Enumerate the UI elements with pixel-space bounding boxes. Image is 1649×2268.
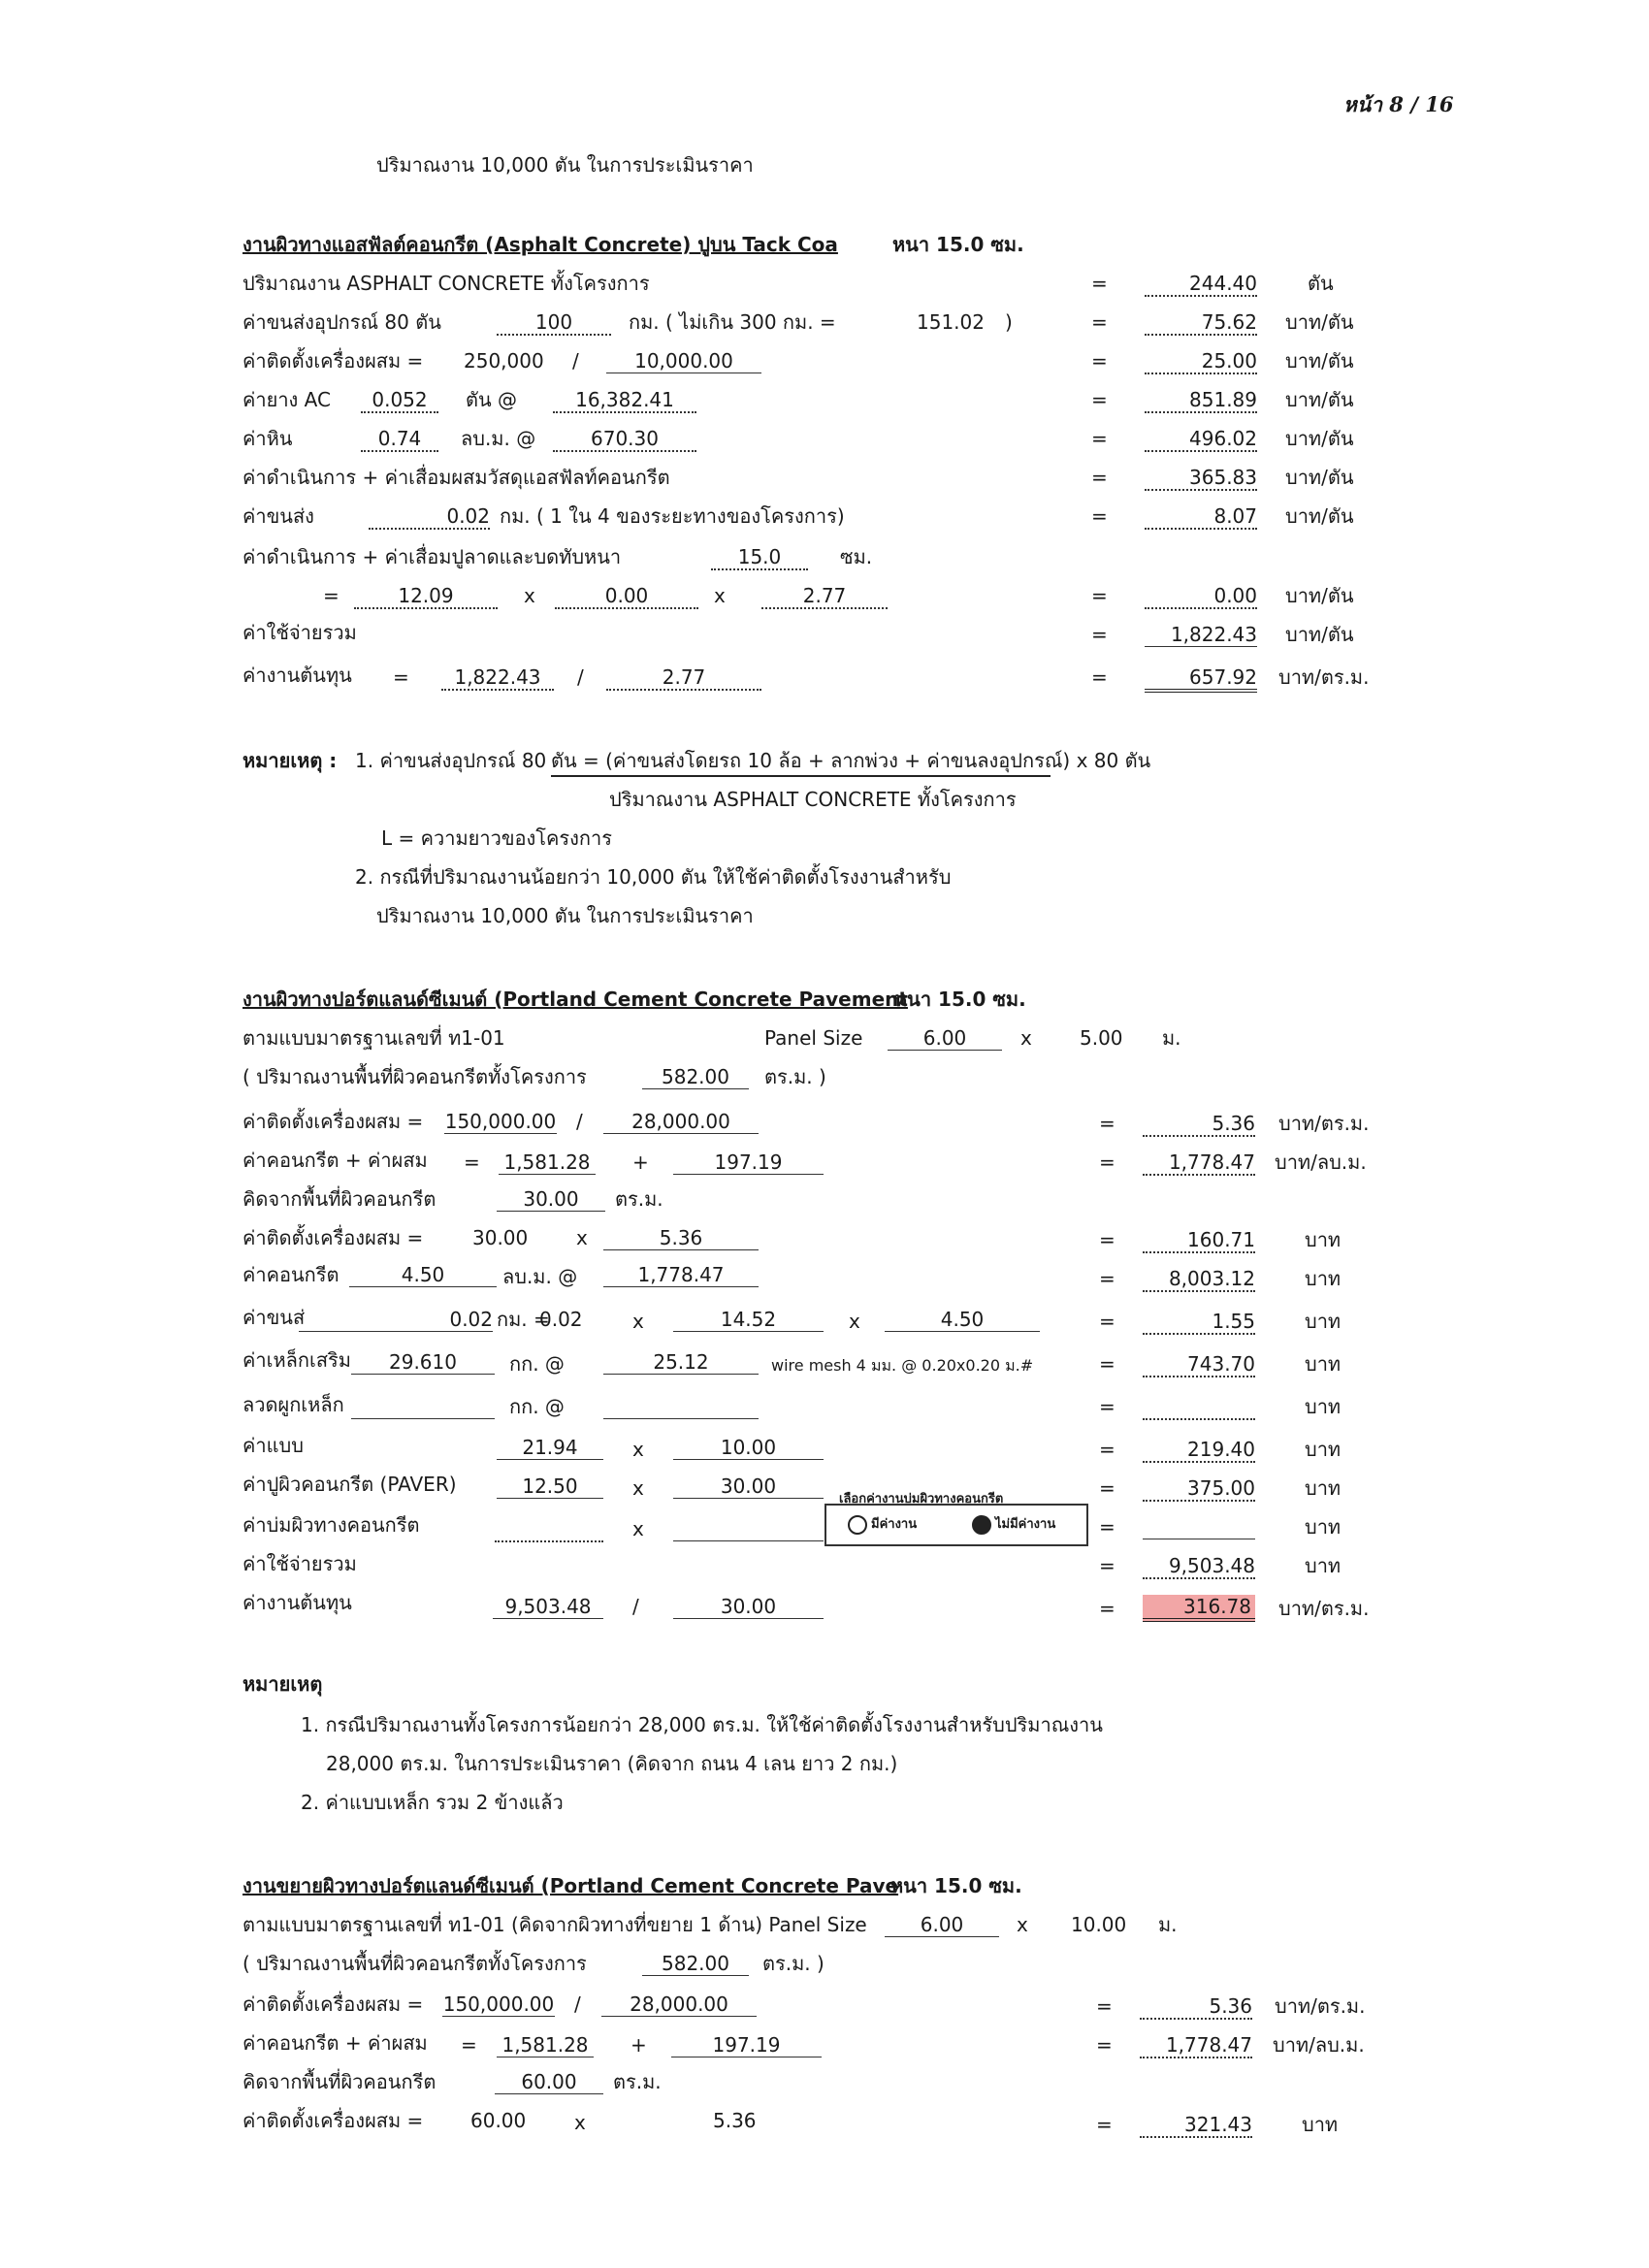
s3-r4-a: 60.00 bbox=[470, 2109, 527, 2132]
s1-r1-unit: ตัน bbox=[1308, 272, 1334, 295]
s3-r4-label: ค่าติดตั้งเครื่องผสม = bbox=[242, 2109, 424, 2132]
s3-r2-unit: บาท/ลบ.ม. bbox=[1273, 2033, 1365, 2057]
s1-r1-label: ปริมาณงาน ASPHALT CONCRETE ทั้งโครงการ bbox=[242, 272, 650, 295]
s2-r6-a: 0.02 bbox=[299, 1308, 493, 1332]
s3-r1-b: 28,000.00 bbox=[601, 1993, 757, 2017]
s2-total-value: 9,503.48 bbox=[1143, 1554, 1255, 1579]
s1-r5-unit: บาท/ตัน bbox=[1285, 427, 1354, 450]
s3-r1-a: 150,000.00 bbox=[442, 1993, 555, 2016]
s2-r1-value: 5.36 bbox=[1143, 1112, 1255, 1137]
s2-r4-label: ค่าติดตั้งเครื่องผสม = bbox=[242, 1226, 424, 1249]
s2-r7-a: 29.610 bbox=[351, 1350, 495, 1375]
curing-selector-title: เลือกค่างานบ่มผิวทางคอนกรีต bbox=[839, 1492, 1004, 1507]
s1-r6-value: 365.83 bbox=[1145, 466, 1257, 491]
s1-r2-distance: 100 bbox=[497, 310, 611, 336]
s2-r11-value bbox=[1143, 1515, 1255, 1539]
s2-total-eq: = bbox=[1099, 1554, 1116, 1577]
curing-option-has-cost-label: มีค่างาน bbox=[871, 1517, 918, 1532]
notes1-n1d: L = ความยาวของโครงการ bbox=[381, 826, 612, 850]
s2-cost-a: 9,503.48 bbox=[493, 1595, 603, 1619]
s2-r8-eq: = bbox=[1099, 1395, 1116, 1418]
s1-r4-eq: = bbox=[1091, 388, 1108, 411]
s2-r6-x1: x bbox=[632, 1310, 644, 1333]
s1-r6-label: ค่าดำเนินการ + ค่าเสื่อมผสมวัสดุแอสฟัลท์คอนกรีต bbox=[242, 466, 670, 489]
s2-r5-b: ลบ.ม. @ bbox=[502, 1265, 578, 1288]
s2-r2-value: 1,778.47 bbox=[1143, 1150, 1255, 1176]
s3-panel-unit: ม. bbox=[1158, 1913, 1178, 1936]
notes2-n1a: 1. กรณีปริมาณงานทั้งโครงการน้อยกว่า 28,000 ตร.ม. ให้ใช้ค่าติดตั้งโรงงานสำหรับปริมาณงาน bbox=[301, 1713, 1103, 1736]
s1-cost-op: / bbox=[577, 665, 584, 689]
s2-cost-label: ค่างานต้นทุน bbox=[242, 1591, 352, 1614]
curing-option-has-cost[interactable] bbox=[848, 1513, 917, 1537]
s3-r3-label: คิดจากพื้นที่ผิวคอนกรีต bbox=[242, 2070, 436, 2093]
s1-r4-unit: บาท/ตัน bbox=[1285, 388, 1354, 411]
s1-cost-a: 1,822.43 bbox=[441, 665, 554, 691]
s1-r2-unit: บาท/ตัน bbox=[1285, 310, 1354, 334]
s1-r9-c: 2.77 bbox=[761, 584, 888, 609]
s2-r4-b: 5.36 bbox=[603, 1226, 759, 1250]
s2-r5-value: 8,003.12 bbox=[1143, 1267, 1255, 1292]
s1-r1-value: 244.40 bbox=[1145, 272, 1257, 297]
s1-cost-eq: = bbox=[1091, 665, 1108, 689]
s3-r4-eq: = bbox=[1096, 2113, 1113, 2136]
s2-r9-value: 219.40 bbox=[1143, 1438, 1255, 1463]
s2-r7-c: 25.12 bbox=[603, 1350, 759, 1375]
notes1-fraction-line bbox=[551, 775, 1051, 777]
notes1-n1b: ตัน = (ค่าขนส่งโดยรถ 10 ล้อ + ลากพ่วง + ค่าขนลงอุปกรณ์) x 80 ตัน bbox=[551, 749, 1151, 772]
s3-thickness: หนา 15.0 ซม. bbox=[890, 1874, 1022, 1897]
s2-r9-label: ค่าแบบ bbox=[242, 1434, 304, 1457]
s1-r9-value: 0.00 bbox=[1145, 584, 1257, 609]
s2-cost-b: 30.00 bbox=[673, 1595, 824, 1619]
s3-r4-value: 321.43 bbox=[1140, 2113, 1252, 2138]
curing-option-no-cost[interactable] bbox=[972, 1513, 1055, 1537]
s1-r4-value: 851.89 bbox=[1145, 388, 1257, 413]
s3-r2-a: 1,581.28 bbox=[497, 2033, 594, 2057]
s2-r8-label: ลวดผูกเหล็ก bbox=[242, 1393, 344, 1416]
s1-r5-c: 670.30 bbox=[553, 427, 696, 452]
s2-r2-pre: = bbox=[464, 1150, 480, 1174]
s3-r3-b: ตร.ม. bbox=[613, 2070, 662, 2093]
s2-r6-value: 1.55 bbox=[1143, 1310, 1255, 1335]
s1-r5-eq: = bbox=[1091, 427, 1108, 450]
s2-r1-op: / bbox=[576, 1110, 583, 1133]
s3-panel-height: 10.00 bbox=[1071, 1913, 1127, 1936]
curing-option-no-cost-label: ไม่มีค่างาน bbox=[995, 1517, 1056, 1532]
s3-r2-value: 1,778.47 bbox=[1140, 2033, 1252, 2058]
s3-panel-width: 6.00 bbox=[885, 1913, 999, 1937]
s1-total-eq: = bbox=[1091, 623, 1108, 646]
s2-r2-label: ค่าคอนกรีต + ค่าผสม bbox=[242, 1149, 428, 1172]
s1-r2-eq: = bbox=[1091, 310, 1108, 334]
s1-r7-b: กม. ( 1 ใน 4 ของระยะทางของโครงการ) bbox=[500, 504, 845, 528]
s2-r10-a: 12.50 bbox=[497, 1474, 603, 1499]
s1-r4-b: ตัน @ bbox=[466, 388, 518, 411]
s2-total-label: ค่าใช้จ่ายรวม bbox=[242, 1552, 357, 1575]
s1-r4-c: 16,382.41 bbox=[553, 388, 696, 413]
s1-r9-x1: x bbox=[524, 584, 535, 607]
s2-area-value: 582.00 bbox=[642, 1065, 749, 1089]
s2-r6-eq: = bbox=[1099, 1310, 1116, 1333]
s2-r6-x2: x bbox=[849, 1310, 860, 1333]
s2-r9-eq: = bbox=[1099, 1438, 1116, 1461]
s3-area-value: 582.00 bbox=[642, 1952, 749, 1976]
s2-r10-eq: = bbox=[1099, 1476, 1116, 1500]
notes1-head: หมายเหตุ : bbox=[242, 749, 338, 772]
s2-r6-label: ค่าขนส่ bbox=[242, 1306, 306, 1329]
s2-r11-eq: = bbox=[1099, 1515, 1116, 1539]
s2-r9-op: x bbox=[632, 1438, 644, 1461]
s3-r2-b: 197.19 bbox=[671, 2033, 822, 2057]
s2-r4-a: 30.00 bbox=[472, 1226, 529, 1249]
s2-r1-b: 28,000.00 bbox=[603, 1110, 759, 1134]
s3-r1-value: 5.36 bbox=[1140, 1994, 1252, 2020]
s2-r10-value: 375.00 bbox=[1143, 1476, 1255, 1502]
s1-r7-label: ค่าขนส่ง bbox=[242, 504, 314, 528]
s1-r2-label: ค่าขนส่งอุปกรณ์ 80 ตัน bbox=[242, 310, 441, 334]
s1-r9-a: 12.09 bbox=[354, 584, 498, 609]
s2-r7-eq: = bbox=[1099, 1352, 1116, 1376]
s2-r8-blank bbox=[351, 1395, 495, 1419]
s1-r9-x2: x bbox=[714, 584, 726, 607]
notes2-n2: 2. ค่าแบบเหล็ก รวม 2 ข้างแล้ว bbox=[301, 1791, 564, 1814]
notes1-n2b: ปริมาณงาน 10,000 ตัน ในการประเมินราคา bbox=[376, 904, 754, 927]
s1-cost-b: 2.77 bbox=[606, 665, 761, 691]
s2-r7-value: 743.70 bbox=[1143, 1352, 1255, 1377]
s2-r11-unit: บาท bbox=[1305, 1515, 1342, 1539]
s2-r9-a: 21.94 bbox=[497, 1436, 603, 1460]
s2-r3-a: 30.00 bbox=[497, 1187, 605, 1212]
curing-selector-box bbox=[824, 1504, 1088, 1546]
s1-r3-eq: = bbox=[1091, 349, 1108, 373]
s1-r6-unit: บาท/ตัน bbox=[1285, 466, 1354, 489]
s1-r1-eq: = bbox=[1091, 272, 1108, 295]
s2-r6-e: 4.50 bbox=[885, 1308, 1040, 1332]
s2-area-unit: ตร.ม. ) bbox=[764, 1065, 826, 1088]
s1-r2-close: ) bbox=[1005, 310, 1013, 334]
s2-r5-eq: = bbox=[1099, 1267, 1116, 1290]
s1-r7-value: 8.07 bbox=[1145, 504, 1257, 530]
s1-r5-value: 496.02 bbox=[1145, 427, 1257, 452]
s2-r11-blank bbox=[495, 1517, 603, 1542]
s1-r8-a: 15.0 bbox=[711, 545, 808, 570]
s1-r9-pre: = bbox=[323, 584, 340, 607]
s3-r4-b: 5.36 bbox=[713, 2109, 757, 2132]
s1-r7-eq: = bbox=[1091, 504, 1108, 528]
s1-cost-pre: = bbox=[393, 665, 409, 689]
s2-cost-unit: บาท/ตร.ม. bbox=[1278, 1597, 1370, 1620]
s1-r3-value: 25.00 bbox=[1145, 349, 1257, 374]
s2-r6-unit: บาท bbox=[1305, 1310, 1342, 1333]
s3-area-unit: ตร.ม. ) bbox=[762, 1952, 824, 1975]
s1-r8-b: ซม. bbox=[840, 545, 873, 568]
page-number: หน้า 8 / 16 bbox=[1343, 92, 1454, 116]
s2-r10-b: 30.00 bbox=[673, 1474, 824, 1499]
notes2-n1b: 28,000 ตร.ม. ในการประเมินราคา (คิดจาก ถนน 4 เลน ยาว 2 กม.) bbox=[326, 1752, 898, 1775]
s1-total-unit: บาท/ตัน bbox=[1285, 623, 1354, 646]
s2-r2-b: 197.19 bbox=[673, 1150, 824, 1175]
s2-r3-b: ตร.ม. bbox=[615, 1187, 663, 1211]
notes1-n1c: ปริมาณงาน ASPHALT CONCRETE ทั้งโครงการ bbox=[609, 788, 1017, 811]
s2-total-unit: บาท bbox=[1305, 1554, 1342, 1577]
s2-r11-blank2 bbox=[673, 1517, 824, 1541]
s2-r4-op: x bbox=[576, 1226, 588, 1249]
s1-r9-eq: = bbox=[1091, 584, 1108, 607]
s2-r7-unit: บาท bbox=[1305, 1352, 1342, 1376]
s2-r8-blank2 bbox=[603, 1395, 759, 1419]
s2-r5-label: ค่าคอนกรีต bbox=[242, 1263, 340, 1286]
s2-cost-eq: = bbox=[1099, 1597, 1116, 1620]
s2-r4-unit: บาท bbox=[1305, 1228, 1342, 1251]
s3-r2-eq: = bbox=[1096, 2033, 1113, 2057]
notes1-n1a: 1. ค่าขนส่งอุปกรณ์ 80 bbox=[355, 749, 547, 772]
s2-r10-op: x bbox=[632, 1476, 644, 1500]
s2-r8-value bbox=[1143, 1395, 1255, 1420]
s2-r8-unit: บาท bbox=[1305, 1395, 1342, 1418]
s2-r2-unit: บาท/ลบ.ม. bbox=[1275, 1150, 1367, 1174]
s1-r3-unit: บาท/ตัน bbox=[1285, 349, 1354, 373]
s2-r5-a: 4.50 bbox=[349, 1263, 497, 1287]
s1-r3-a: 250,000 bbox=[464, 349, 544, 373]
s2-panel-height: 5.00 bbox=[1080, 1026, 1123, 1050]
s3-r1-eq: = bbox=[1096, 1994, 1113, 2018]
notes2-head: หมายเหตุ bbox=[242, 1672, 323, 1696]
s1-r2-text: กม. ( ไม่เกิน 300 กม. = bbox=[629, 310, 836, 334]
s2-r7-label: ค่าเหล็กเสริม bbox=[242, 1348, 351, 1372]
s2-r1-eq: = bbox=[1099, 1112, 1116, 1135]
s1-cost-label: ค่างานต้นทุน bbox=[242, 664, 352, 687]
s2-thickness: หนา 15.0 ซม. bbox=[894, 988, 1026, 1011]
s1-thickness: หนา 15.0 ซม. bbox=[892, 233, 1024, 256]
s2-r11-label: ค่าบ่มผิวทางคอนกรีต bbox=[242, 1513, 420, 1537]
s2-r5-unit: บาท bbox=[1305, 1267, 1342, 1290]
s2-r9-unit: บาท bbox=[1305, 1438, 1342, 1461]
s1-r5-a: 0.74 bbox=[361, 427, 438, 452]
s3-r3-a: 60.00 bbox=[495, 2070, 603, 2094]
s3-r2-op: + bbox=[630, 2033, 647, 2057]
s1-cost-value: 657.92 bbox=[1145, 665, 1257, 693]
s2-r6-d: 14.52 bbox=[673, 1308, 824, 1332]
s3-area-label: ( ปริมาณงานพื้นที่ผิวคอนกรีตทั้งโครงการ bbox=[242, 1952, 587, 1975]
s2-r6-c: 0.02 bbox=[539, 1308, 583, 1331]
s1-cost-unit: บาท/ตร.ม. bbox=[1278, 665, 1370, 689]
s2-area-label: ( ปริมาณงานพื้นที่ผิวคอนกรีตทั้งโครงการ bbox=[242, 1065, 587, 1088]
s1-r2-value: 75.62 bbox=[1145, 310, 1257, 336]
s1-r2-limit: 151.02 bbox=[917, 310, 985, 334]
s2-panel-width: 6.00 bbox=[888, 1026, 1002, 1051]
s1-r9-b: 0.00 bbox=[555, 584, 698, 609]
s2-r1-a: 150,000.00 bbox=[444, 1110, 557, 1133]
s2-title: งานผิวทางปอร์ตแลนด์ซีเมนต์ (Portland Cement Concrete Pavement bbox=[242, 988, 908, 1011]
s2-r11-op: x bbox=[632, 1517, 644, 1540]
s2-r2-eq: = bbox=[1099, 1150, 1116, 1174]
s2-r3-label: คิดจากพื้นที่ผิวคอนกรีต bbox=[242, 1187, 436, 1211]
s3-r1-unit: บาท/ตร.ม. bbox=[1275, 1994, 1366, 2018]
s2-r1-label: ค่าติดตั้งเครื่องผสม = bbox=[242, 1110, 424, 1133]
s3-panel-x: x bbox=[1017, 1913, 1028, 1936]
s2-r7-b: กก. @ bbox=[509, 1352, 565, 1376]
s1-r9-unit: บาท/ตัน bbox=[1285, 584, 1354, 607]
s1-r7-unit: บาท/ตัน bbox=[1285, 504, 1354, 528]
s2-r10-unit: บาท bbox=[1305, 1476, 1342, 1500]
s3-r4-op: x bbox=[574, 2111, 586, 2134]
s1-r4-label: ค่ายาง AC bbox=[242, 388, 331, 411]
s2-r7-note: wire mesh 4 มม. @ 0.20x0.20 ม.# bbox=[771, 1356, 1034, 1375]
intro-text: ปริมาณงาน 10,000 ตัน ในการประเมินราคา bbox=[376, 153, 754, 177]
s2-standard: ตามแบบมาตรฐานเลขที่ ท1-01 bbox=[242, 1026, 505, 1050]
s1-total-label: ค่าใช้จ่ายรวม bbox=[242, 621, 357, 644]
s1-r3-label: ค่าติดตั้งเครื่องผสม = bbox=[242, 349, 424, 373]
s1-r3-op: / bbox=[572, 349, 579, 373]
s2-panel-unit: ม. bbox=[1162, 1026, 1181, 1050]
s1-r3-b: 10,000.00 bbox=[606, 349, 761, 373]
s2-r2-a: 1,581.28 bbox=[499, 1150, 596, 1175]
s1-r4-a: 0.052 bbox=[361, 388, 438, 413]
s2-cost-value: 316.78 bbox=[1143, 1595, 1255, 1622]
notes1-n2a: 2. กรณีที่ปริมาณงานน้อยกว่า 10,000 ตัน ให้ใช้ค่าติดตั้งโรงงานสำหรับ bbox=[355, 865, 952, 889]
s2-r2-op: + bbox=[632, 1150, 649, 1174]
s2-cost-op: / bbox=[632, 1595, 639, 1618]
s2-r4-value: 160.71 bbox=[1143, 1228, 1255, 1253]
s1-r7-a: 0.02 bbox=[369, 504, 490, 530]
s3-r4-unit: บาท bbox=[1302, 2113, 1339, 2136]
s2-r5-c: 1,778.47 bbox=[603, 1263, 759, 1287]
s2-r8-b: กก. @ bbox=[509, 1395, 565, 1418]
s1-r8-label: ค่าดำเนินการ + ค่าเสื่อมปูลาดและบดทับหนา bbox=[242, 545, 622, 568]
s2-r10-label: ค่าปูผิวคอนกรีต (PAVER) bbox=[242, 1473, 457, 1496]
s3-r1-op: / bbox=[574, 1993, 581, 2016]
radio-unchecked-icon[interactable] bbox=[848, 1515, 867, 1535]
s3-title: งานขยายผิวทางปอร์ตแลนด์ซีเมนต์ (Portland Cement Concrete Pave bbox=[242, 1874, 899, 1897]
radio-checked-icon[interactable] bbox=[972, 1515, 991, 1535]
s1-title: งานผิวทางแอสฟัลต์คอนกรีต (Asphalt Concrete) ปูบน Tack Coa bbox=[242, 233, 838, 256]
s1-r5-label: ค่าหิน bbox=[242, 427, 293, 450]
s3-r2-label: ค่าคอนกรีต + ค่าผสม bbox=[242, 2031, 428, 2055]
s1-r6-eq: = bbox=[1091, 466, 1108, 489]
s2-panel-x: x bbox=[1020, 1026, 1032, 1050]
s2-r9-b: 10.00 bbox=[673, 1436, 824, 1460]
s3-standard: ตามแบบมาตรฐานเลขที่ ท1-01 (คิดจากผิวทางที่ขยาย 1 ด้าน) Panel Size bbox=[242, 1913, 867, 1936]
s2-panel-label: Panel Size bbox=[764, 1026, 863, 1050]
s2-r1-unit: บาท/ตร.ม. bbox=[1278, 1112, 1370, 1135]
s3-r2-pre: = bbox=[461, 2033, 477, 2057]
s3-r1-label: ค่าติดตั้งเครื่องผสม = bbox=[242, 1993, 424, 2016]
s2-r4-eq: = bbox=[1099, 1228, 1116, 1251]
s1-r5-b: ลบ.ม. @ bbox=[461, 427, 536, 450]
s2-r6-b: กม. = bbox=[497, 1308, 550, 1331]
s1-total-value: 1,822.43 bbox=[1145, 623, 1257, 647]
